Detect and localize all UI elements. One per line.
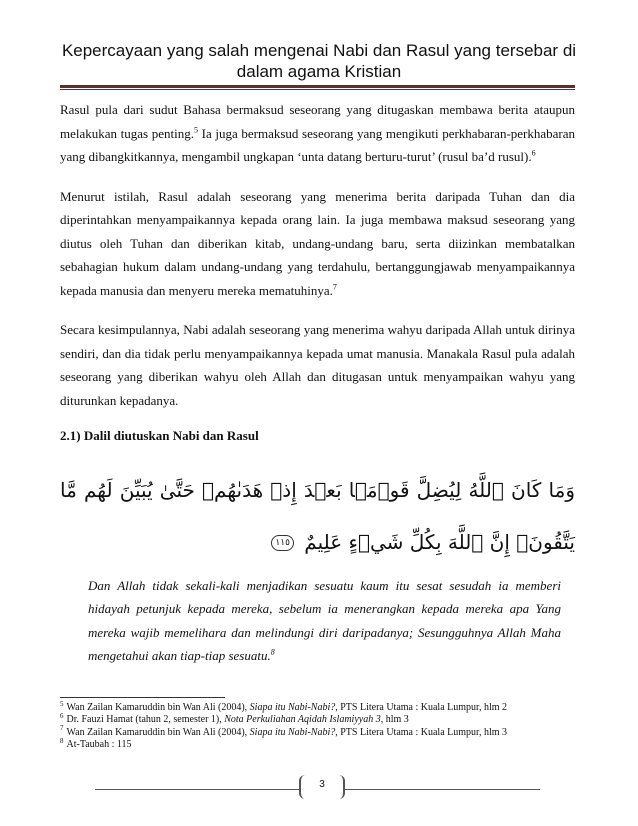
footnote-text: , PTS Litera Utama : Kuala Lumpur, hlm 2	[335, 702, 508, 713]
footnote-ref: 8	[270, 647, 275, 657]
footnote	[60, 724, 580, 739]
header-rule-thin	[60, 89, 575, 90]
quran-verse	[60, 464, 575, 568]
ayah-number-marker: ١١٥	[271, 535, 294, 551]
paragraph-text: Secara kesimpulannya, Nabi adalah seseorang yang menerima wahyu daripada Allah untuk dirinya sendiri, dan dia tidak perlu menyampaikannya kepada umat manusia. Manakala Rasul pula adalah seseorang yang diberikan wahyu oleh Allah dan ditugasan untuk menyampaikan wahyu yang diturunkan kepadanya.	[60, 322, 575, 408]
footnote-number: 8	[60, 736, 64, 745]
quran-verse-text: وَمَا كَانَ ٱللَّهُ لِيُضِلَّ قَوۡمَۢا بَعۡدَ إِذۡ هَدَىٰهُمۡ حَتَّىٰ يُبَيِّنَ لَهُم مَّا يَتَّقُونَۚ إِنَّ ٱللَّهَ بِكُلِّ شَيۡءٍ عَلِيمٌ	[60, 477, 575, 554]
footnote-text: At-Taubah : 115	[66, 738, 132, 750]
footnote-title: Siapa itu Nabi-Nabi?	[249, 702, 336, 713]
footnote-title: Nota Perkuliahan Aqidah Islamiyyah 3	[224, 714, 381, 726]
footnote-text: , PTS Litera Utama : Kuala Lumpur, hlm 3	[335, 726, 508, 738]
footnote-title: Siapa itu Nabi-Nabi?	[249, 726, 336, 738]
page-number: 3	[319, 779, 325, 790]
body-paragraph	[60, 318, 575, 412]
footnote-number: 5	[60, 699, 64, 708]
footnote-separator	[60, 697, 225, 698]
section-heading: 2.1) Dalil diutuskan Nabi dan Rasul	[60, 428, 259, 443]
body-paragraph	[60, 185, 575, 303]
footnote	[60, 699, 580, 714]
body-paragraph	[60, 98, 575, 169]
footnote-number: 7	[60, 724, 64, 733]
footnote	[60, 736, 580, 751]
footnote-ref: 7	[332, 282, 337, 292]
paragraph-text: Menurut istilah, Rasul adalah seseorang yang menerima berita daripada Tuhan dan dia diperintahkan menyampaikannya kepada orang lain. Ia juga membawa maksud seseorang yang diutus oleh Tuhan dan diberikan kitab, undang-undang baru, serta diizinkan membatalkan sebahagian hukum dalam undang-undang yang terdahulu, bertanggungjawab menyampaikannya kepada manusia dan menyeru mereka mematuhinya.	[60, 188, 575, 298]
footnote-ref: 6	[531, 148, 536, 158]
footnote-text: Wan Zailan Kamaruddin bin Wan Ali (2004),	[66, 702, 250, 713]
paragraph-text: Rasul pula dari sudut Bahasa bermaksud seseorang yang ditugaskan membawa berita ataupun melakukan tugas penting.	[60, 102, 575, 141]
footnote	[60, 711, 580, 726]
body-text	[60, 98, 575, 668]
verse-translation	[88, 574, 561, 668]
verse-translation-text: Dan Allah tidak sekali-kali menjadikan sesuatu kaum itu sesat sesudah ia memberi hidayah petunjuk kepada mereka, sebelum ia menerangkan kepada mereka apa Yang mereka wajib memelihara dan melindungi diri daripadanya; Sesungguhnya Allah Maha mengetahui akan tiap-tiap sesuatu.	[88, 577, 561, 663]
footnote-ref: 5	[194, 125, 198, 135]
paragraph-text: Ia juga bermaksud seseorang yang mengikuti perkhabaran-perkhabaran yang dibangkitkannya, mengambil ungkapan ‘unta datang berturu-turut’ (rusul ba’d rusul).	[60, 125, 576, 164]
footnote-number: 6	[60, 711, 64, 720]
footnote-text: , hlm 3	[380, 714, 409, 726]
paragraphs-container	[60, 98, 575, 412]
header-rule	[60, 85, 575, 88]
footnote-text: Dr. Fauzi Hamat (tahun 2, semester 1),	[66, 714, 225, 726]
footnote-text: Wan Zailan Kamaruddin bin Wan Ali (2004),	[66, 726, 250, 738]
running-header-title: Kepercayaan yang salah mengenai Nabi dan Rasul yang tersebar di dalam agama Kristian	[61, 41, 577, 81]
footnotes	[60, 699, 580, 751]
